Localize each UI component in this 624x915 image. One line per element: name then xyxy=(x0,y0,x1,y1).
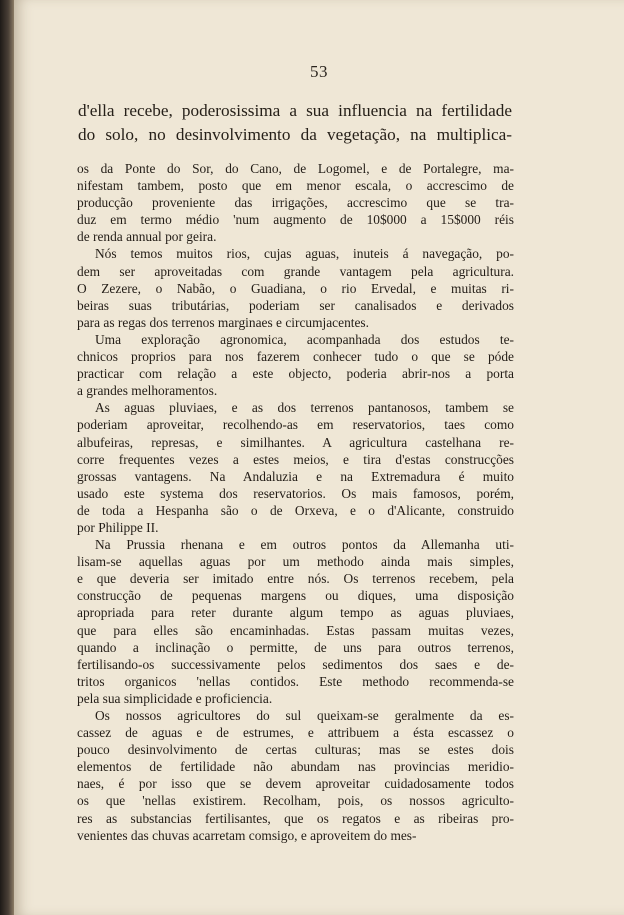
text-line: de toda a Hespanha são o de Orxeva, e o d'Alicante, construido xyxy=(77,502,514,518)
page-number: 53 xyxy=(310,62,328,81)
book-spine-shadow xyxy=(0,0,14,915)
text-line: corre frequentes vezes a estes meios, e tira d'estas construcções xyxy=(77,451,514,467)
text-line: pouco desinvolvimento de certas culturas; mas se estes dois xyxy=(77,742,514,758)
text-line: beiras suas tributárias, poderiam ser canalisados e derivados xyxy=(77,297,514,313)
text-line: poderiam aproveitar, recolhendo-as em reservatorios, taes como xyxy=(77,417,514,433)
carry-over-text xyxy=(78,99,512,147)
text-line: practicar com relação a este objecto, poderia abrir-nos a porta xyxy=(77,366,514,382)
text-line: por Philippe II. xyxy=(77,519,159,535)
text-line: fertilisando-os successivamente pelos sedimentos dos saes e de- xyxy=(77,656,514,672)
text-line: pela sua simplicidade e proficiencia. xyxy=(77,690,273,706)
text-line: dem ser aproveitadas com grande vantagem pela agricultura. xyxy=(77,263,514,279)
text-line: Nós temos muitos rios, cujas aguas, inuteis á navegação, po- xyxy=(95,246,514,262)
text-line: tritos organicos 'nellas contidos. Este methodo recommenda-se xyxy=(77,673,514,689)
text-line: apropriada para reter durante algum tempo as aguas pluviaes, xyxy=(77,605,514,621)
text-line: lisam-se aquellas aguas por um methodo ainda mais simples, xyxy=(77,554,514,570)
paragraph xyxy=(77,399,514,536)
text-line: cassez de aguas e de estrumes, e attribuem a ésta escassez o xyxy=(77,725,514,741)
text-line: quando a inclinação o permitte, de uns para outros terrenos, xyxy=(77,639,514,655)
text-line: chnicos proprios para nos fazerem conhecer tudo o que se póde xyxy=(77,349,514,365)
text-line: para as regas dos terrenos marginaes e circumjacentes. xyxy=(77,314,369,330)
text-line: Na Prussia rhenana e em outros pontos da Allemanha uti- xyxy=(95,537,514,553)
text-line: duz em termo médio 'num augmento de 10$000 a 15$000 réis xyxy=(77,212,514,228)
text-line: albufeiras, represas, e similhantes. A agricultura castelhana re- xyxy=(77,434,514,450)
paragraph xyxy=(77,245,514,330)
text-line: nifestam tambem, posto que em menor escala, o accrescimo de xyxy=(77,178,514,194)
text-line: Uma exploração agronomica, acompanhada dos estudos te- xyxy=(95,331,514,347)
text-line: grossas vantagens. Na Andaluzia e na Extremadura é muito xyxy=(77,468,514,484)
text-line: os que 'nellas existirem. Recolham, pois, os nossos agriculto- xyxy=(77,793,514,809)
text-line: res as substancias fertilisantes, que os regatos e as ribeiras pro- xyxy=(77,810,514,826)
carry-over-line: do solo, no desinvolvimento da vegetação, na multiplica- xyxy=(78,125,512,144)
text-line: naes, é por isso que se devem aproveitar cuidadosamente todos xyxy=(77,776,514,792)
text-line: e que deveria ser imitado entre nós. Os terrenos recebem, pela xyxy=(77,571,514,587)
paragraph xyxy=(77,331,514,399)
text-line: As aguas pluviaes, e as dos terrenos pantanosos, tambem se xyxy=(95,400,514,416)
book-page xyxy=(14,0,624,915)
paragraph xyxy=(77,707,514,844)
text-line: usado este systema dos reservatorios. Os mais famosos, porém, xyxy=(77,485,514,501)
text-line: construcção de pequenas margens ou diques, uma disposição xyxy=(77,588,514,604)
text-line: producção proveniente das irrigações, accrescimo que se tra- xyxy=(77,195,514,211)
carry-over-line: d'ella recebe, poderosissima a sua influencia na fertilidade xyxy=(78,101,512,120)
paragraph xyxy=(77,536,514,707)
paragraph xyxy=(77,160,514,245)
text-line: os da Ponte do Sor, do Cano, de Logomel, e de Portalegre, ma- xyxy=(77,161,514,176)
text-line: que para elles são encaminhadas. Estas passam muitas vezes, xyxy=(77,622,514,638)
text-line: Os nossos agricultores do sul queixam-se geralmente da es- xyxy=(95,708,514,723)
text-line: elementos de fertilidade não abundam nas provincias meridio- xyxy=(77,759,514,775)
body-text xyxy=(77,160,514,844)
text-line: de renda annual por geira. xyxy=(77,229,217,245)
text-line: a grandes melhoramentos. xyxy=(77,383,218,399)
text-line: venientes das chuvas acarretam comsigo, e aproveitem do mes- xyxy=(77,827,417,843)
text-line: O Zezere, o Nabão, o Guadiana, o rio Ervedal, e muitas ri- xyxy=(77,280,514,296)
